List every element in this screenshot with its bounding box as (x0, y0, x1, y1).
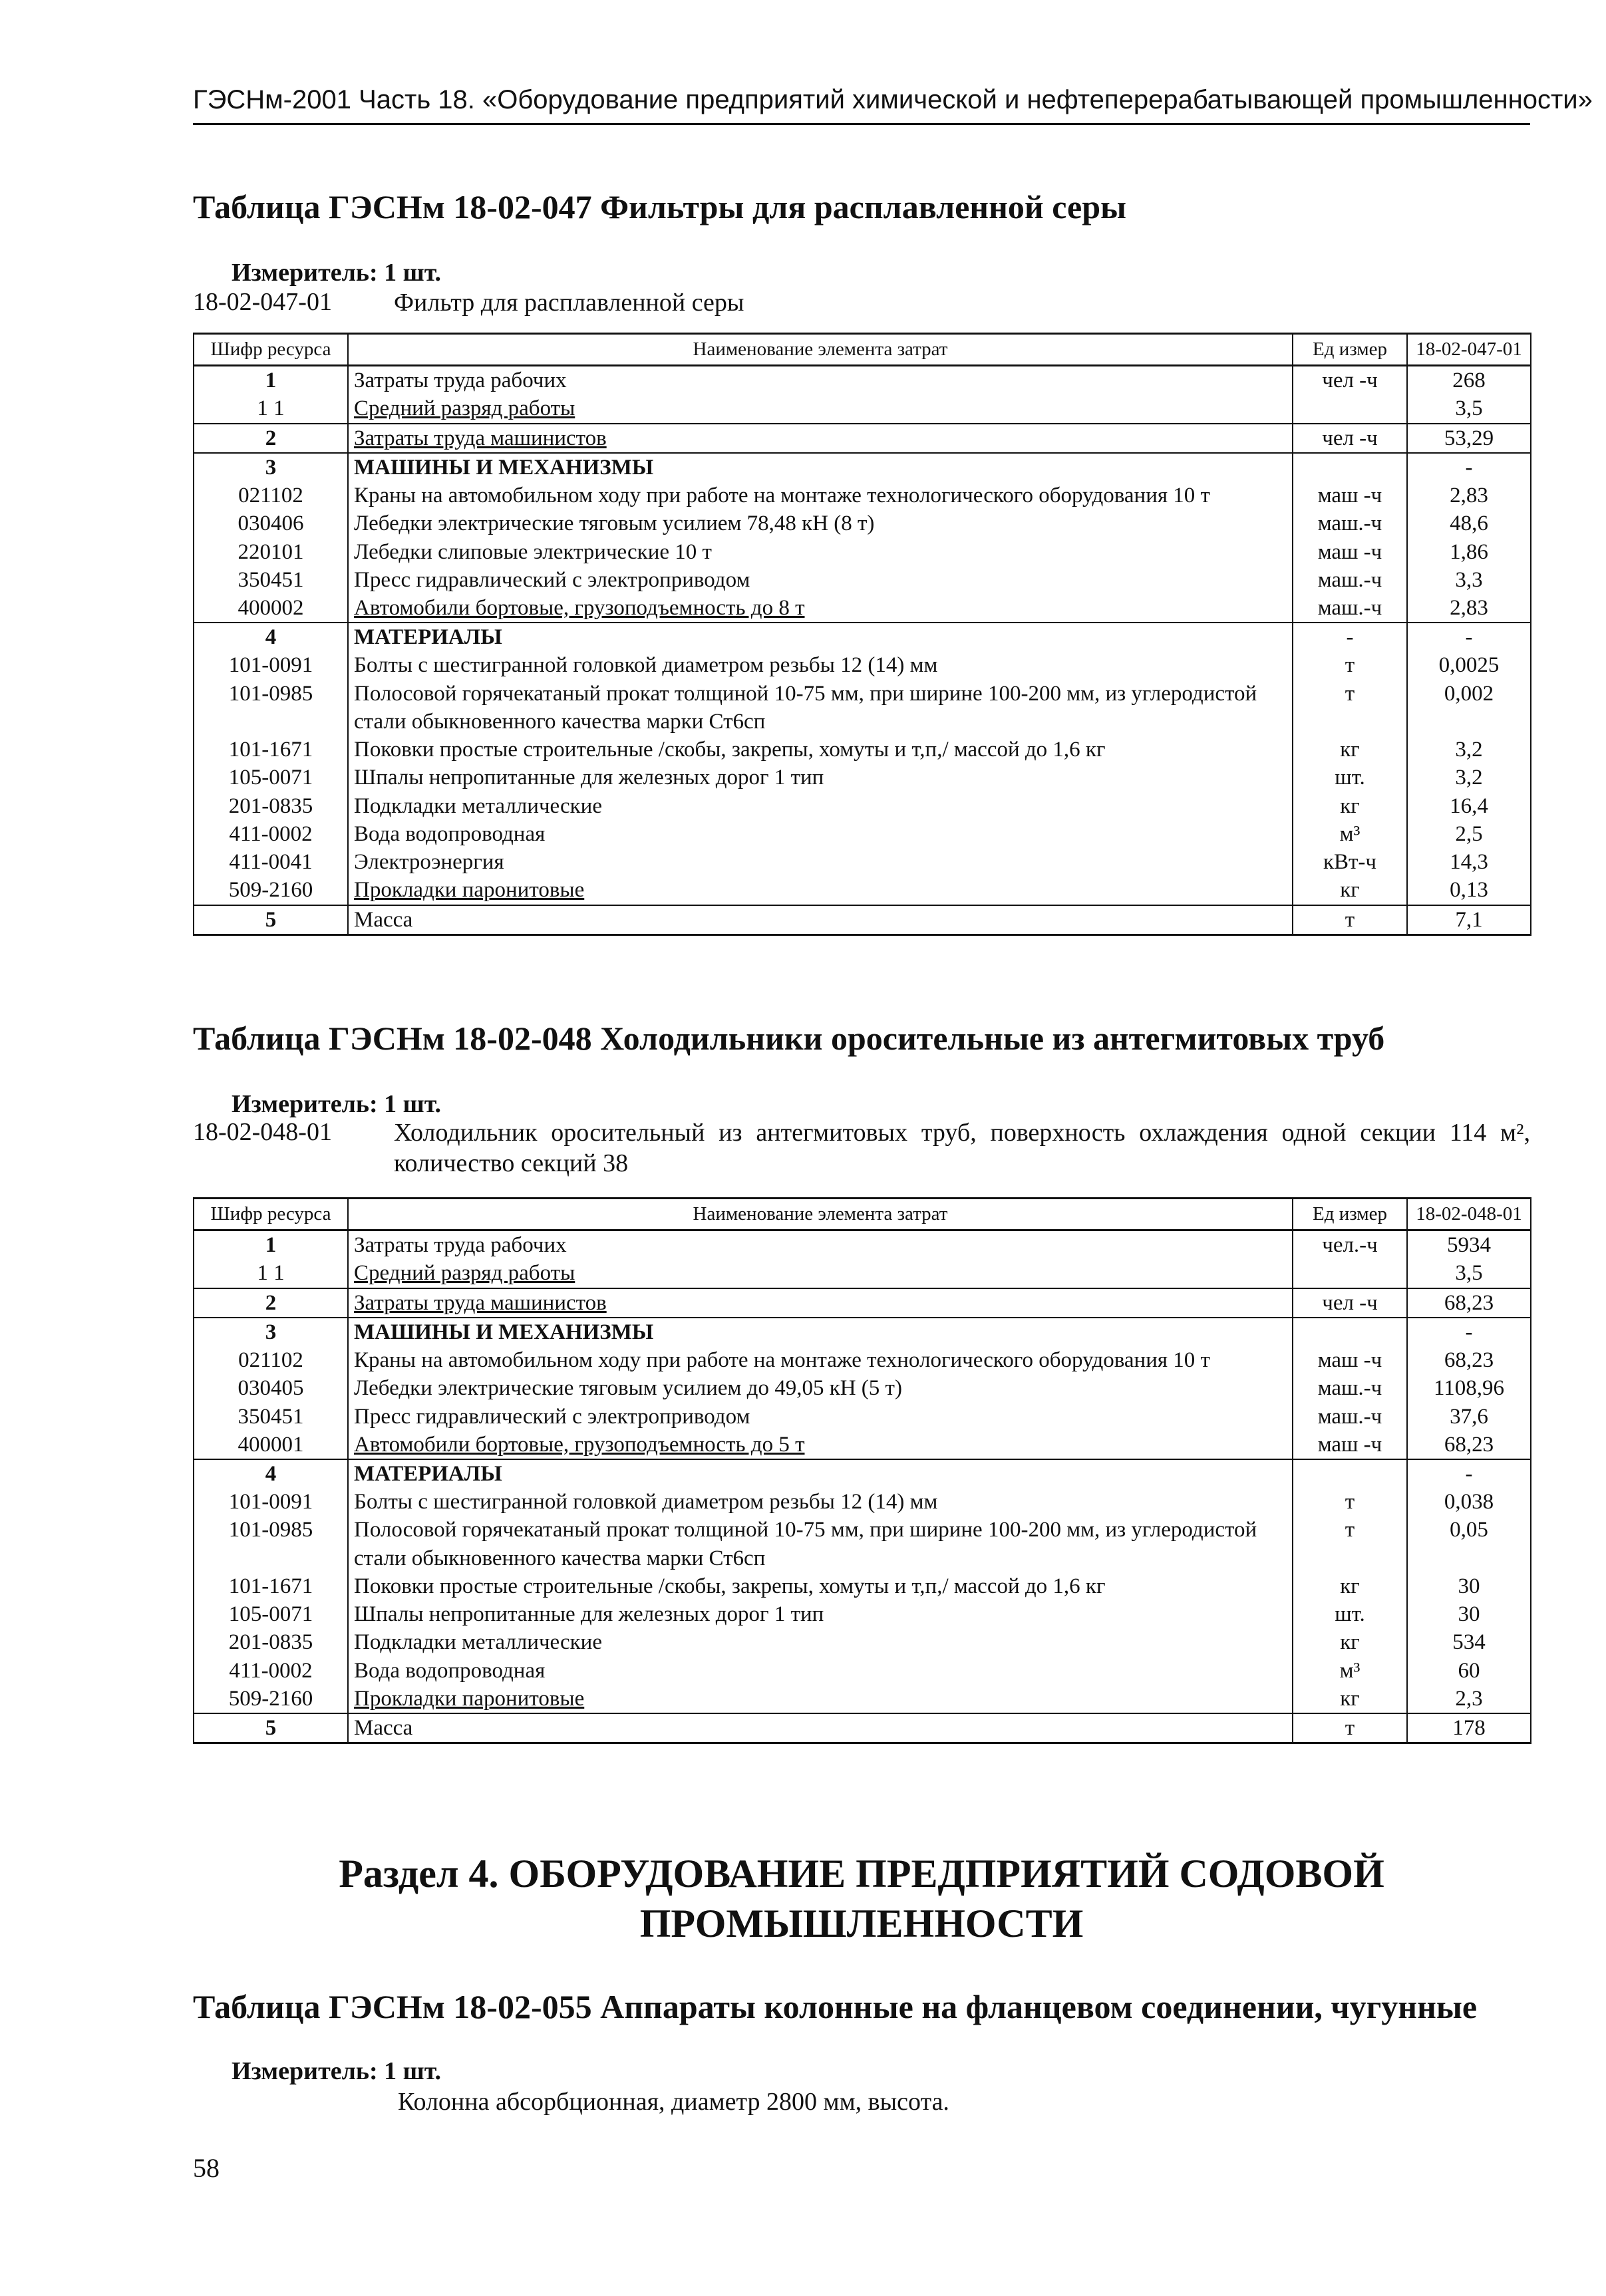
cell-name: Шпалы непропитанные для железных дорог 1 тип (348, 764, 1293, 791)
cell-code: 1 (194, 1230, 348, 1260)
table-row (194, 736, 1531, 764)
table-row (194, 1628, 1531, 1656)
table-047-meter: Измеритель: 1 шт. (232, 259, 442, 287)
cell-value: 178 (1407, 1713, 1531, 1743)
running-header: ГЭСНм-2001 Часть 18. «Оборудование предприятий химической и нефтеперерабатывающей промышленности» (193, 85, 1530, 125)
cell-unit: т (1293, 1713, 1407, 1743)
table-048-description: Холодильник оросительный из антегмитовых труб, поверхность охлаждения одной секции 114 м², количество секций 38 (394, 1119, 1530, 1178)
table-row (194, 651, 1531, 679)
header-norm-code: 18-02-048-01 (1407, 1199, 1531, 1230)
cell-code: 101-0985 (194, 680, 348, 736)
table-048-title: Таблица ГЭСНм 18-02-048 Холодильники оросительные из антегмитовых труб (193, 1020, 1385, 1057)
section-4-title (193, 1849, 1530, 1949)
cell-code: 411-0041 (194, 848, 348, 876)
cell-unit: т (1293, 1516, 1407, 1572)
table-row (194, 538, 1531, 566)
cell-code: 4 (194, 1459, 348, 1488)
table-row (194, 1516, 1531, 1572)
cell-unit (1293, 394, 1407, 423)
cell-code: 021102 (194, 1346, 348, 1374)
cell-unit: маш -ч (1293, 1346, 1407, 1374)
cell-code: 400001 (194, 1431, 348, 1459)
cell-name: Затраты труда рабочих (348, 1230, 1293, 1260)
cell-unit: маш -ч (1293, 482, 1407, 509)
cell-unit: т (1293, 651, 1407, 679)
cell-code: 101-0091 (194, 1488, 348, 1516)
cell-name: Электроэнергия (348, 848, 1293, 876)
cell-name: Средний разряд работы (348, 394, 1293, 423)
cell-code: 3 (194, 453, 348, 482)
cell-name: МАТЕРИАЛЫ (348, 1459, 1293, 1488)
cell-name: Полосовой горячекатаный прокат толщиной 10-75 мм, при ширине 100-200 мм, из углеродистой стали обыкновенного качества марки Ст6сп (348, 1516, 1293, 1572)
cell-unit: м³ (1293, 1657, 1407, 1685)
cell-name: Пресс гидравлический с электроприводом (348, 566, 1293, 594)
cell-unit: шт. (1293, 764, 1407, 791)
cell-code: 2 (194, 1288, 348, 1318)
table-047-subcode (193, 287, 1530, 321)
cell-code: 400002 (194, 594, 348, 623)
cell-unit: чел.-ч (1293, 1230, 1407, 1260)
cell-value: 68,23 (1407, 1346, 1531, 1374)
cell-code: 1 1 (194, 1259, 348, 1288)
cell-unit: маш -ч (1293, 1431, 1407, 1459)
cell-name: Лебедки электрические тяговым усилием 78,48 кН (8 т) (348, 509, 1293, 537)
cell-code: 4 (194, 623, 348, 651)
cell-code: 411-0002 (194, 1657, 348, 1685)
cell-value: 53,29 (1407, 424, 1531, 453)
cell-code: 101-0091 (194, 651, 348, 679)
cell-code: 5 (194, 1713, 348, 1743)
cell-code: 2 (194, 424, 348, 453)
cell-code: 220101 (194, 538, 348, 566)
table-row (194, 1403, 1531, 1431)
cell-value: 268 (1407, 366, 1531, 395)
header-resource-code: Шифр ресурса (194, 334, 348, 366)
cell-name: Автомобили бортовые, грузоподъемность до 8 т (348, 594, 1293, 623)
cell-value: - (1407, 1318, 1531, 1346)
cell-value: 16,4 (1407, 792, 1531, 820)
table-047-title: Таблица ГЭСНм 18-02-047 Фильтры для расплавленной серы (193, 188, 1127, 225)
cell-value: 0,05 (1407, 1516, 1531, 1572)
section-4-title-line1: Раздел 4. ОБОРУДОВАНИЕ ПРЕДПРИЯТИЙ СОДОВОЙ (339, 1852, 1384, 1896)
table-header-row (194, 1199, 1531, 1230)
cell-unit (1293, 453, 1407, 482)
table-row (194, 566, 1531, 594)
cell-code: 101-1671 (194, 1572, 348, 1600)
cell-value: 2,3 (1407, 1685, 1531, 1713)
table-row (194, 1431, 1531, 1459)
cell-unit: т (1293, 680, 1407, 736)
table-row (194, 424, 1531, 453)
table-row (194, 848, 1531, 876)
cell-value: 3,2 (1407, 764, 1531, 791)
table-row (194, 1374, 1531, 1402)
header-resource-code: Шифр ресурса (194, 1199, 348, 1230)
table-row (194, 1685, 1531, 1713)
cell-name: Затраты труда машинистов (348, 424, 1293, 453)
cell-value: 37,6 (1407, 1403, 1531, 1431)
table-row (194, 1346, 1531, 1374)
cell-name: Средний разряд работы (348, 1259, 1293, 1288)
cell-unit: чел -ч (1293, 1288, 1407, 1318)
table-048-meter: Измеритель: 1 шт. (232, 1090, 442, 1118)
table-row (194, 1657, 1531, 1685)
table-row (194, 623, 1531, 651)
cell-value: 2,83 (1407, 594, 1531, 623)
cell-name: Болты с шестигранной головкой диаметром резьбы 12 (14) мм (348, 651, 1293, 679)
table-row (194, 764, 1531, 791)
table-row (194, 820, 1531, 848)
cell-unit: т (1293, 1488, 1407, 1516)
table-row (194, 594, 1531, 623)
cell-unit (1293, 1259, 1407, 1288)
cell-code: 021102 (194, 482, 348, 509)
cell-name: Пресс гидравлический с электроприводом (348, 1403, 1293, 1431)
cell-name: Прокладки паронитовые (348, 876, 1293, 905)
table-row (194, 1318, 1531, 1346)
cell-name: Лебедки слиповые электрические 10 т (348, 538, 1293, 566)
cell-value: 2,83 (1407, 482, 1531, 509)
cell-code: 030405 (194, 1374, 348, 1402)
cell-name: Подкладки металлические (348, 1628, 1293, 1656)
cell-value: 48,6 (1407, 509, 1531, 537)
table-055-title: Таблица ГЭСНм 18-02-055 Аппараты колонные на фланцевом соединении, чугунные (193, 1988, 1478, 2025)
table-047 (193, 333, 1531, 936)
header-norm-code: 18-02-047-01 (1407, 334, 1531, 366)
cell-value: 5934 (1407, 1230, 1531, 1260)
cell-value: 3,5 (1407, 394, 1531, 423)
cell-value: 534 (1407, 1628, 1531, 1656)
cell-unit: кВт-ч (1293, 848, 1407, 876)
table-048-code: 18-02-048-01 (193, 1118, 332, 1146)
cell-code: 5 (194, 905, 348, 935)
table-row (194, 366, 1531, 395)
cell-value: 3,2 (1407, 736, 1531, 764)
table-row (194, 792, 1531, 820)
cell-unit (1293, 1459, 1407, 1488)
table-row (194, 680, 1531, 736)
cell-name: Поковки простые строительные /скобы, закрепы, хомуты и т,п,/ массой до 1,6 кг (348, 1572, 1293, 1600)
cell-value: 1,86 (1407, 538, 1531, 566)
cell-name: МАШИНЫ И МЕХАНИЗМЫ (348, 453, 1293, 482)
cell-name: Лебедки электрические тяговым усилием до 49,05 кН (5 т) (348, 1374, 1293, 1402)
cell-value: 3,5 (1407, 1259, 1531, 1288)
cell-code: 030406 (194, 509, 348, 537)
cell-name: МАШИНЫ И МЕХАНИЗМЫ (348, 1318, 1293, 1346)
cell-code: 101-0985 (194, 1516, 348, 1572)
cell-name: Полосовой горячекатаный прокат толщиной 10-75 мм, при ширине 100-200 мм, из углеродистой стали обыкновенного качества марки Ст6сп (348, 680, 1293, 736)
table-row (194, 1230, 1531, 1260)
cell-code: 1 1 (194, 394, 348, 423)
cell-code: 201-0835 (194, 1628, 348, 1656)
cell-name: Шпалы непропитанные для железных дорог 1 тип (348, 1600, 1293, 1628)
cell-unit: кг (1293, 792, 1407, 820)
cell-value: 68,23 (1407, 1288, 1531, 1318)
cell-value: 0,13 (1407, 876, 1531, 905)
table-048 (193, 1197, 1531, 1744)
cell-unit: чел -ч (1293, 366, 1407, 395)
cell-unit: шт. (1293, 1600, 1407, 1628)
cell-unit: кг (1293, 736, 1407, 764)
cell-code: 101-1671 (194, 736, 348, 764)
cell-code: 350451 (194, 566, 348, 594)
cell-unit: маш.-ч (1293, 509, 1407, 537)
table-row (194, 1488, 1531, 1516)
cell-name: Масса (348, 1713, 1293, 1743)
table-047-code: 18-02-047-01 (193, 288, 332, 316)
table-row (194, 1459, 1531, 1488)
cell-code: 201-0835 (194, 792, 348, 820)
cell-unit (1293, 1318, 1407, 1346)
cell-name: Прокладки паронитовые (348, 1685, 1293, 1713)
cell-name: Краны на автомобильном ходу при работе на монтаже технологического оборудования 10 т (348, 482, 1293, 509)
cell-unit: м³ (1293, 820, 1407, 848)
cell-value: 0,002 (1407, 680, 1531, 736)
cell-name: Вода водопроводная (348, 1657, 1293, 1685)
cell-value: 0,038 (1407, 1488, 1531, 1516)
cell-unit: маш.-ч (1293, 566, 1407, 594)
cell-value: 68,23 (1407, 1431, 1531, 1459)
cell-unit: чел -ч (1293, 424, 1407, 453)
cell-value: 2,5 (1407, 820, 1531, 848)
cell-unit: кг (1293, 876, 1407, 905)
header-unit: Ед измер (1293, 334, 1407, 366)
cell-name: Автомобили бортовые, грузоподъемность до 5 т (348, 1431, 1293, 1459)
cell-value: 3,3 (1407, 566, 1531, 594)
table-048-subcode (193, 1117, 1530, 1184)
cell-name: Подкладки металлические (348, 792, 1293, 820)
cell-unit: кг (1293, 1685, 1407, 1713)
cell-value: 30 (1407, 1600, 1531, 1628)
cell-unit: маш -ч (1293, 538, 1407, 566)
cell-value: - (1407, 453, 1531, 482)
cell-name: Затраты труда машинистов (348, 1288, 1293, 1318)
table-row (194, 905, 1531, 935)
cell-value: 60 (1407, 1657, 1531, 1685)
cell-value: - (1407, 623, 1531, 651)
table-header-row (194, 334, 1531, 366)
table-row (194, 876, 1531, 905)
table-055-description: Колонна абсорбционная, диаметр 2800 мм, высота. (398, 2088, 949, 2116)
table-row (194, 509, 1531, 537)
cell-name: Поковки простые строительные /скобы, закрепы, хомуты и т,п,/ массой до 1,6 кг (348, 736, 1293, 764)
page-number: 58 (193, 2153, 220, 2183)
cell-value: 30 (1407, 1572, 1531, 1600)
cell-code: 3 (194, 1318, 348, 1346)
cell-unit: маш.-ч (1293, 1374, 1407, 1402)
table-row (194, 394, 1531, 423)
table-row (194, 1572, 1531, 1600)
cell-name: МАТЕРИАЛЫ (348, 623, 1293, 651)
table-row (194, 482, 1531, 509)
cell-name: Краны на автомобильном ходу при работе на монтаже технологического оборудования 10 т (348, 1346, 1293, 1374)
cell-value: 14,3 (1407, 848, 1531, 876)
cell-value: 1108,96 (1407, 1374, 1531, 1402)
table-row (194, 1288, 1531, 1318)
table-row (194, 1713, 1531, 1743)
cell-code: 411-0002 (194, 820, 348, 848)
cell-code: 105-0071 (194, 764, 348, 791)
cell-name: Болты с шестигранной головкой диаметром резьбы 12 (14) мм (348, 1488, 1293, 1516)
header-unit: Ед измер (1293, 1199, 1407, 1230)
cell-name: Затраты труда рабочих (348, 366, 1293, 395)
table-row (194, 1600, 1531, 1628)
cell-unit: - (1293, 623, 1407, 651)
cell-name: Масса (348, 905, 1293, 935)
cell-code: 105-0071 (194, 1600, 348, 1628)
table-055-meter: Измеритель: 1 шт. (232, 2057, 442, 2085)
table-row (194, 1259, 1531, 1288)
header-cost-element: Наименование элемента затрат (348, 1199, 1293, 1230)
cell-code: 509-2160 (194, 876, 348, 905)
cell-unit: кг (1293, 1572, 1407, 1600)
header-cost-element: Наименование элемента затрат (348, 334, 1293, 366)
cell-code: 509-2160 (194, 1685, 348, 1713)
cell-value: - (1407, 1459, 1531, 1488)
cell-value: 0,0025 (1407, 651, 1531, 679)
section-4-title-line2: ПРОМЫШЛЕННОСТИ (639, 1902, 1084, 1945)
cell-value: 7,1 (1407, 905, 1531, 935)
cell-unit: маш.-ч (1293, 594, 1407, 623)
cell-code: 350451 (194, 1403, 348, 1431)
table-047-description: Фильтр для расплавленной серы (394, 289, 744, 317)
table-row (194, 453, 1531, 482)
cell-unit: маш.-ч (1293, 1403, 1407, 1431)
cell-unit: кг (1293, 1628, 1407, 1656)
cell-code: 1 (194, 366, 348, 395)
cell-name: Вода водопроводная (348, 820, 1293, 848)
cell-unit: т (1293, 905, 1407, 935)
